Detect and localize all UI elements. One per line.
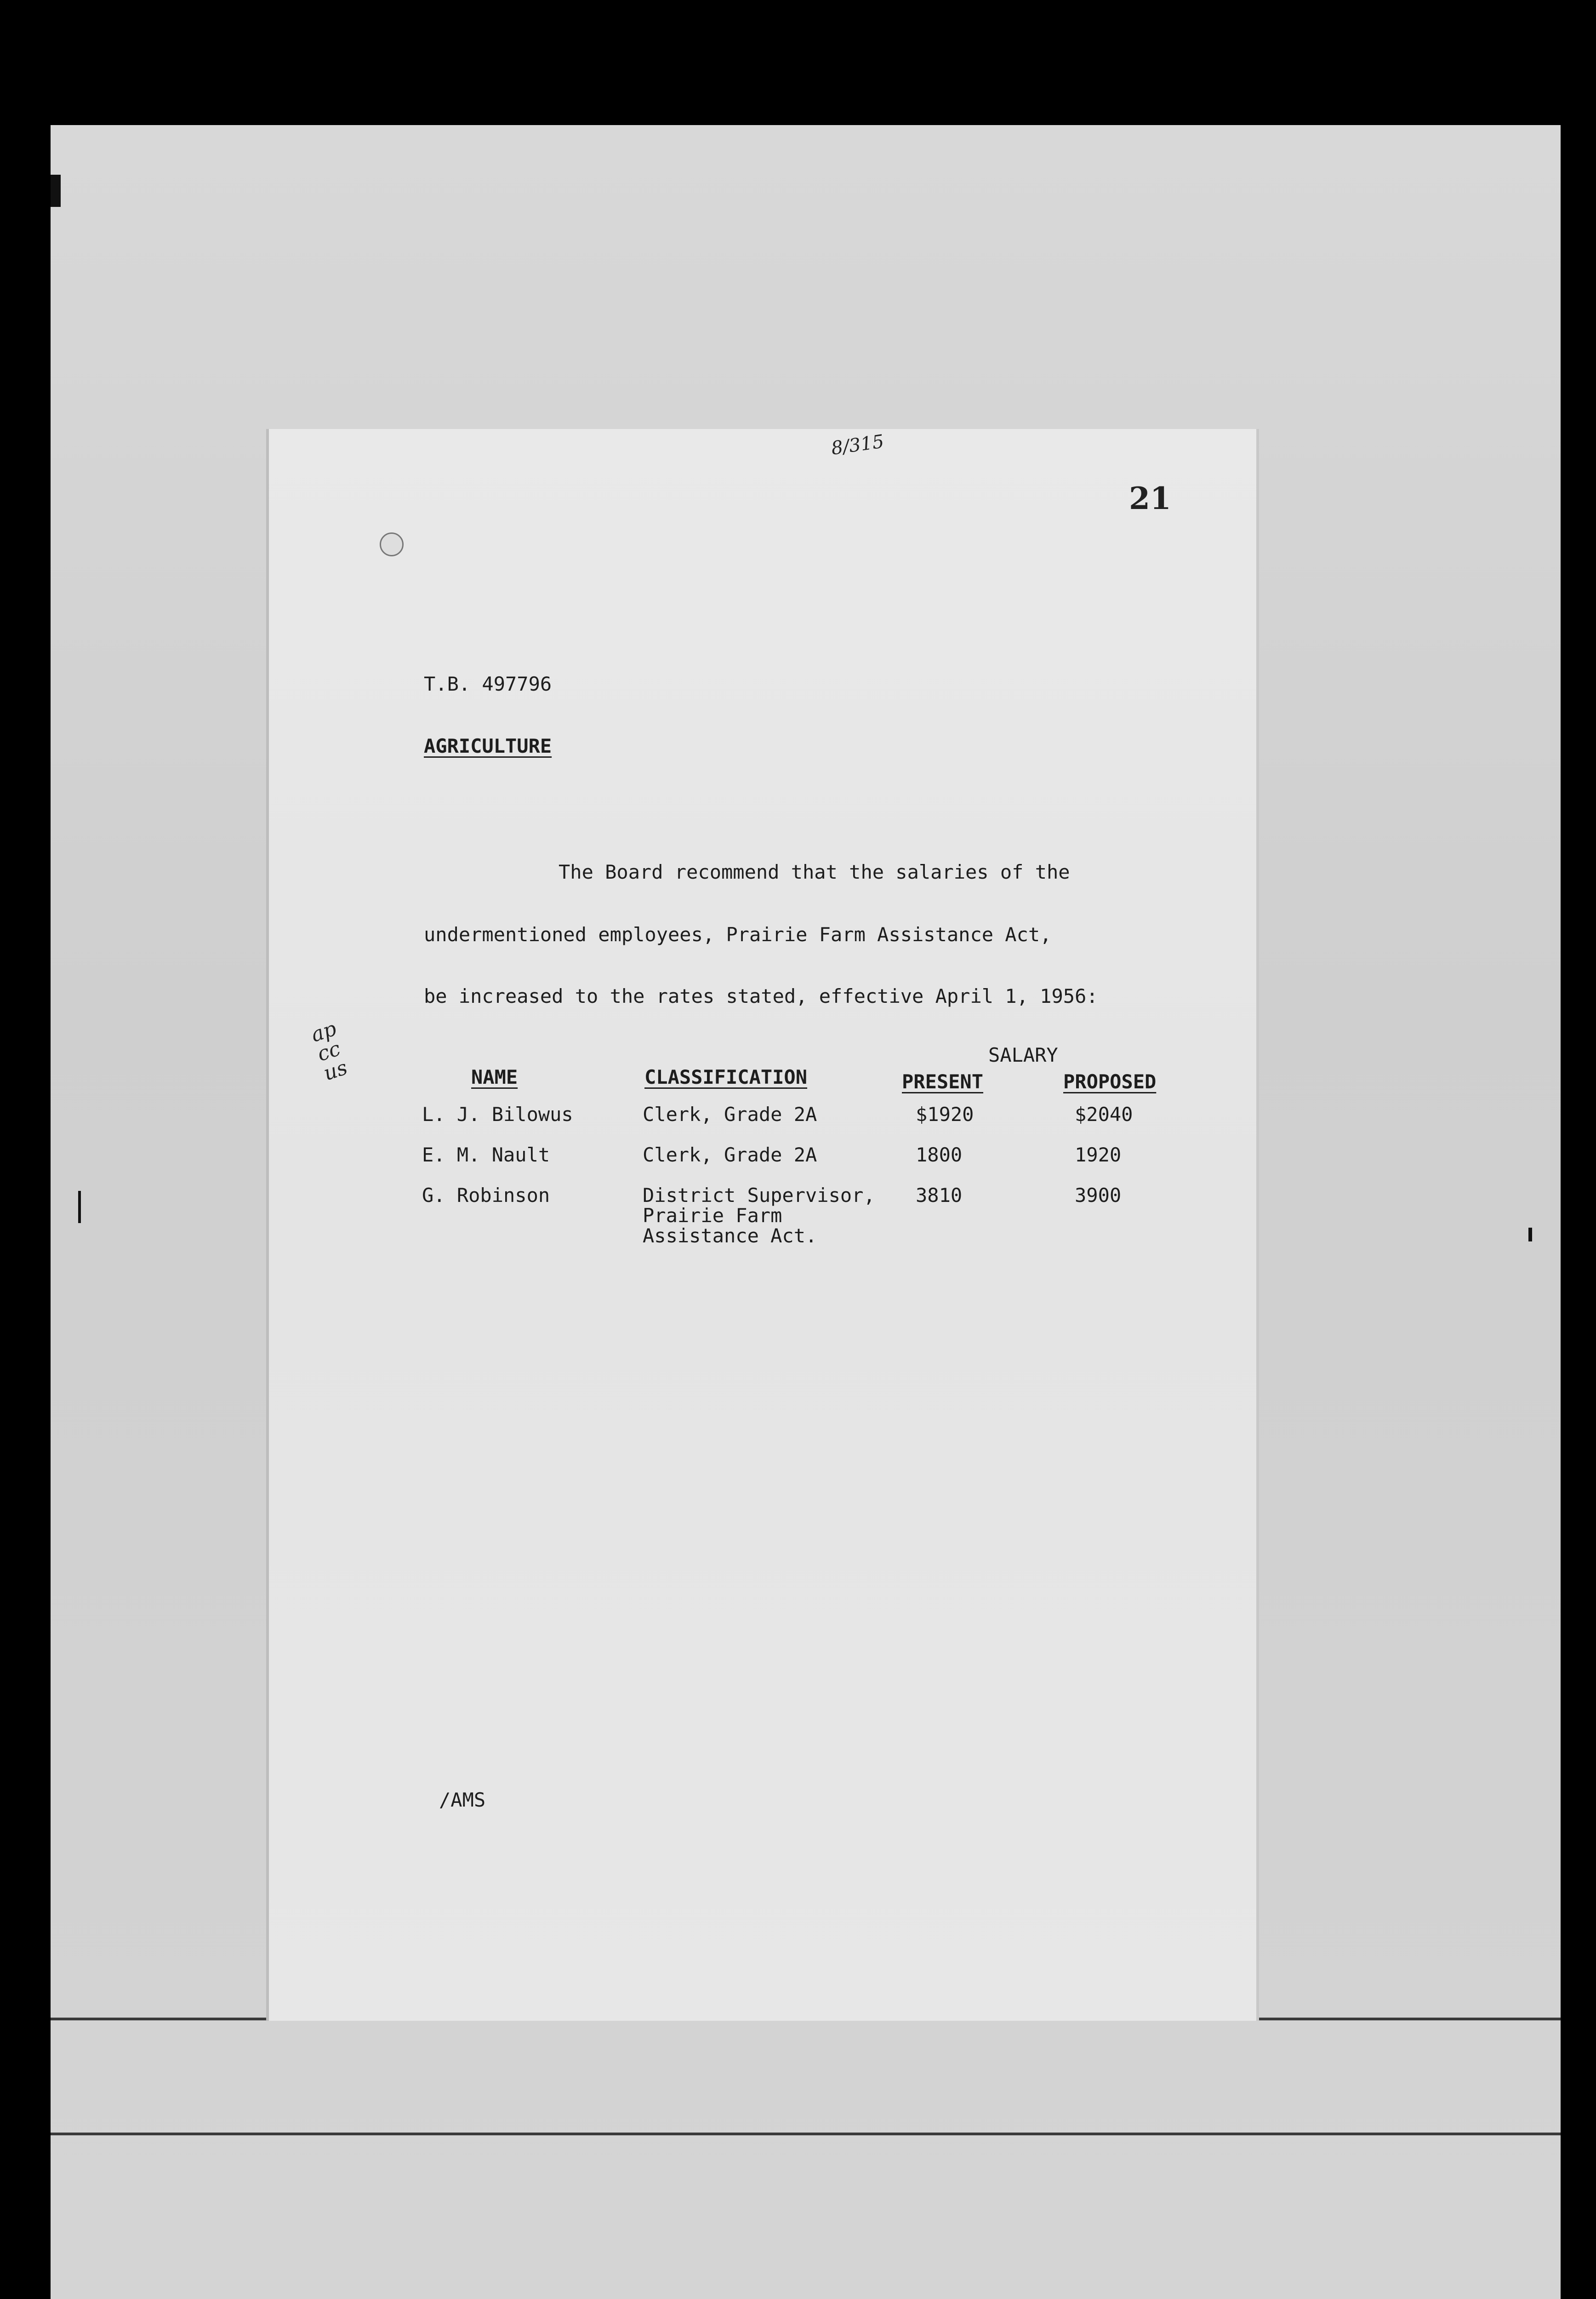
- classification-line: District Supervisor,: [643, 1184, 875, 1207]
- edge-mark: [51, 175, 61, 207]
- column-header-present: PRESENT: [902, 1070, 984, 1093]
- column-header-name: NAME: [471, 1066, 518, 1088]
- paragraph-line: The Board recommend that the salaries of the: [559, 861, 1070, 883]
- page-number: 21: [1129, 480, 1171, 516]
- typist-initials: /AMS: [439, 1789, 486, 1811]
- employee-classification: Clerk, Grade 2A: [643, 1103, 817, 1126]
- handwritten-initial: cc: [314, 1036, 343, 1066]
- employee-name: E. M. Nault: [422, 1144, 550, 1166]
- employee-name: G. Robinson: [422, 1184, 550, 1207]
- present-salary: 3810: [916, 1184, 963, 1207]
- handwritten-initial: ap: [308, 1017, 340, 1047]
- column-header-proposed: PROPOSED: [1063, 1070, 1157, 1093]
- proposed-salary: 3900: [1075, 1184, 1122, 1207]
- edge-mark: [78, 1191, 81, 1223]
- paragraph-line: undermentioned employees, Prairie Farm Assistance Act,: [424, 923, 1052, 946]
- present-salary: 1800: [916, 1144, 963, 1166]
- employee-classification: Clerk, Grade 2A: [643, 1144, 817, 1166]
- classification-line: Assistance Act.: [643, 1224, 817, 1247]
- salary-header: SALARY: [988, 1044, 1058, 1066]
- punch-hole: [380, 532, 404, 556]
- proposed-salary: $2040: [1075, 1103, 1133, 1126]
- edge-mark: [1528, 1228, 1532, 1241]
- handwritten-reference: 8/315: [830, 431, 885, 459]
- column-header-classification: CLASSIFICATION: [644, 1066, 808, 1088]
- department-heading: AGRICULTURE: [424, 735, 552, 757]
- classification-line: Prairie Farm: [643, 1204, 782, 1227]
- proposed-salary: 1920: [1075, 1144, 1122, 1166]
- tb-number: T.B. 497796: [424, 673, 552, 695]
- employee-classification: [643, 1185, 875, 1246]
- paragraph-line: be increased to the rates stated, effective April 1, 1956:: [424, 985, 1098, 1007]
- present-salary: $1920: [916, 1103, 974, 1126]
- divider-line: [51, 2133, 1561, 2135]
- employee-name: L. J. Bilowus: [422, 1103, 573, 1126]
- handwritten-initial: us: [320, 1056, 350, 1086]
